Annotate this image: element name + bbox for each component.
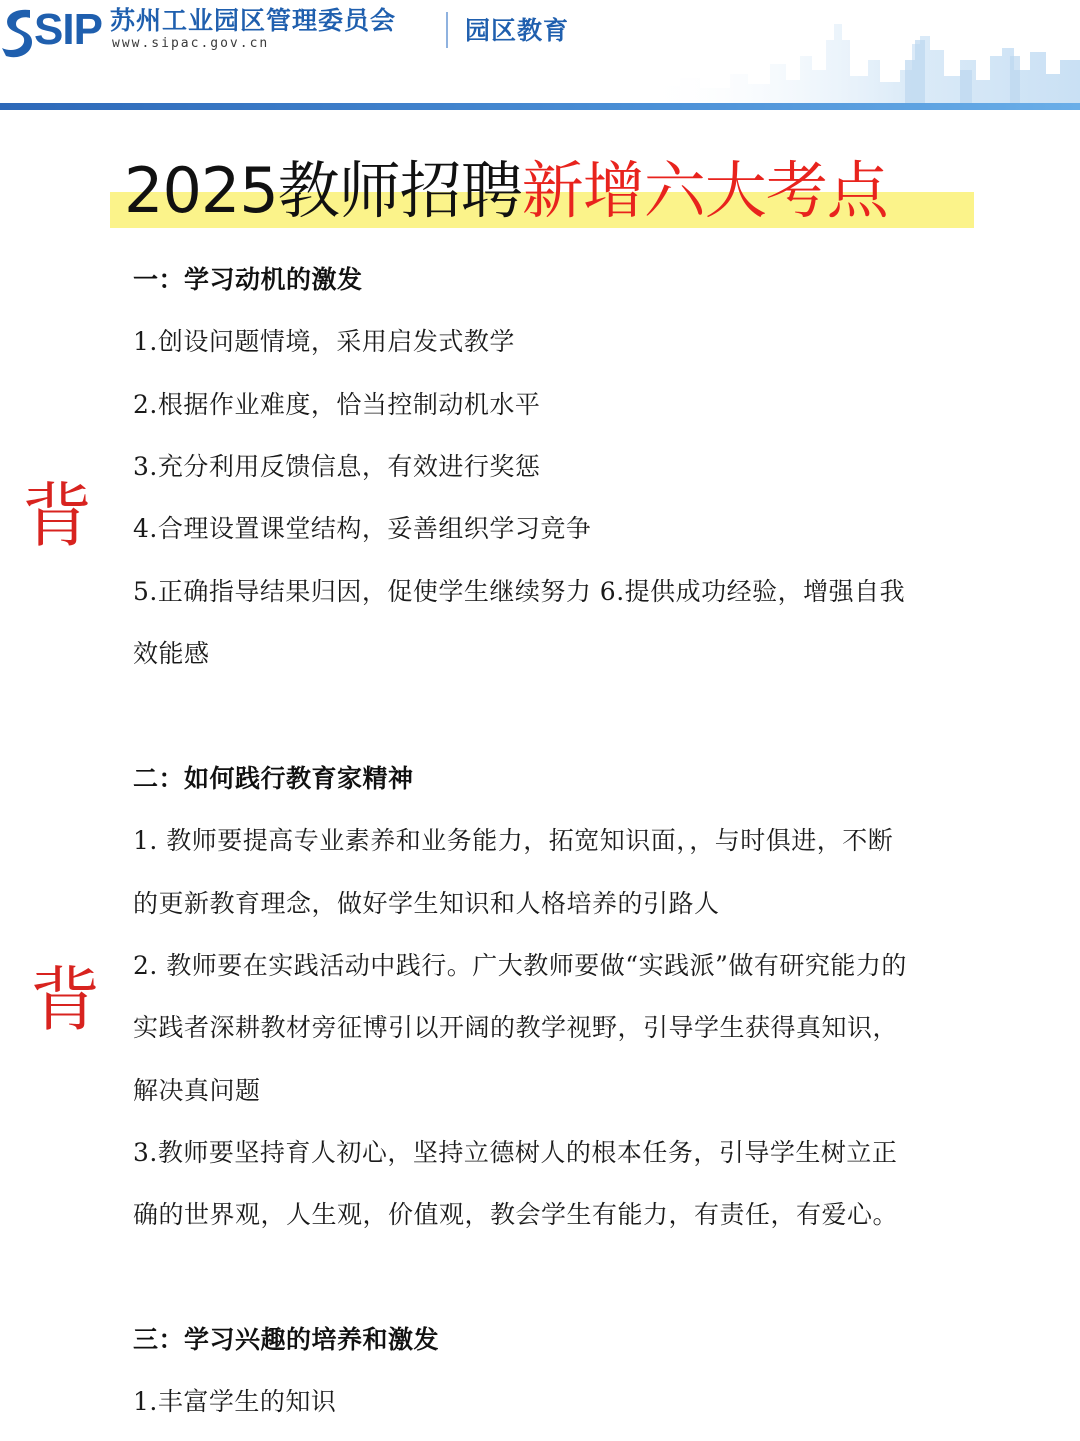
list-item: 2. 教师要在实践活动中践行。广大教师要做“实践派”做有研究能力的	[133, 951, 907, 980]
list-item: 解决真问题	[133, 1076, 261, 1105]
header-banner	[0, 0, 1080, 112]
page-title	[110, 150, 974, 232]
list-item: 1. 教师要提高专业素养和业务能力，拓宽知识面，，与时俱进，不断	[133, 826, 894, 855]
section-heading: 二：如何践行教育家精神	[133, 764, 414, 793]
org-name: 苏州工业园区管理委员会	[110, 6, 397, 35]
list-item: 确的世界观，人生观，价值观，教会学生有能力，有责任，有爱心。	[133, 1200, 899, 1229]
header-divider	[446, 12, 448, 48]
title-black-part: 2025教师招聘	[124, 154, 522, 227]
logo-text: SIP	[34, 5, 102, 54]
side-mark-recite-1: 背	[22, 475, 92, 557]
title-text	[124, 150, 888, 232]
header-rule	[0, 103, 1080, 110]
list-item: 效能感	[133, 639, 210, 668]
side-mark-recite-2: 背	[30, 959, 100, 1041]
list-item: 5.正确指导结果归因，促使学生继续努力 6.提供成功经验，增强自我	[133, 577, 906, 606]
list-item: 实践者深耕教材旁征博引以开阔的教学视野，引导学生获得真知识，	[133, 1013, 899, 1042]
list-item: 4.合理设置课堂结构，妥善组织学习竞争	[133, 514, 592, 543]
section-heading: 一：学习动机的激发	[133, 265, 363, 294]
org-url: www.sipac.gov.cn	[112, 36, 270, 51]
list-item: 1.丰富学生的知识	[133, 1387, 337, 1416]
list-item: 的更新教育理念，做好学生知识和人格培养的引路人	[133, 889, 720, 918]
list-item: 1.创设问题情境，采用启发式教学	[133, 327, 515, 356]
sip-logo-icon	[0, 4, 34, 60]
list-item: 2.根据作业难度，恰当控制动机水平	[133, 390, 541, 419]
section-name: 园区教育	[465, 16, 570, 45]
list-item: 3.教师要坚持育人初心，坚持立德树人的根本任务，引导学生树立正	[133, 1138, 898, 1167]
title-red-part: 新增六大考点	[521, 154, 888, 227]
list-item: 3.充分利用反馈信息，有效进行奖惩	[133, 452, 541, 481]
section-heading: 三：学习兴趣的培养和激发	[133, 1325, 440, 1354]
